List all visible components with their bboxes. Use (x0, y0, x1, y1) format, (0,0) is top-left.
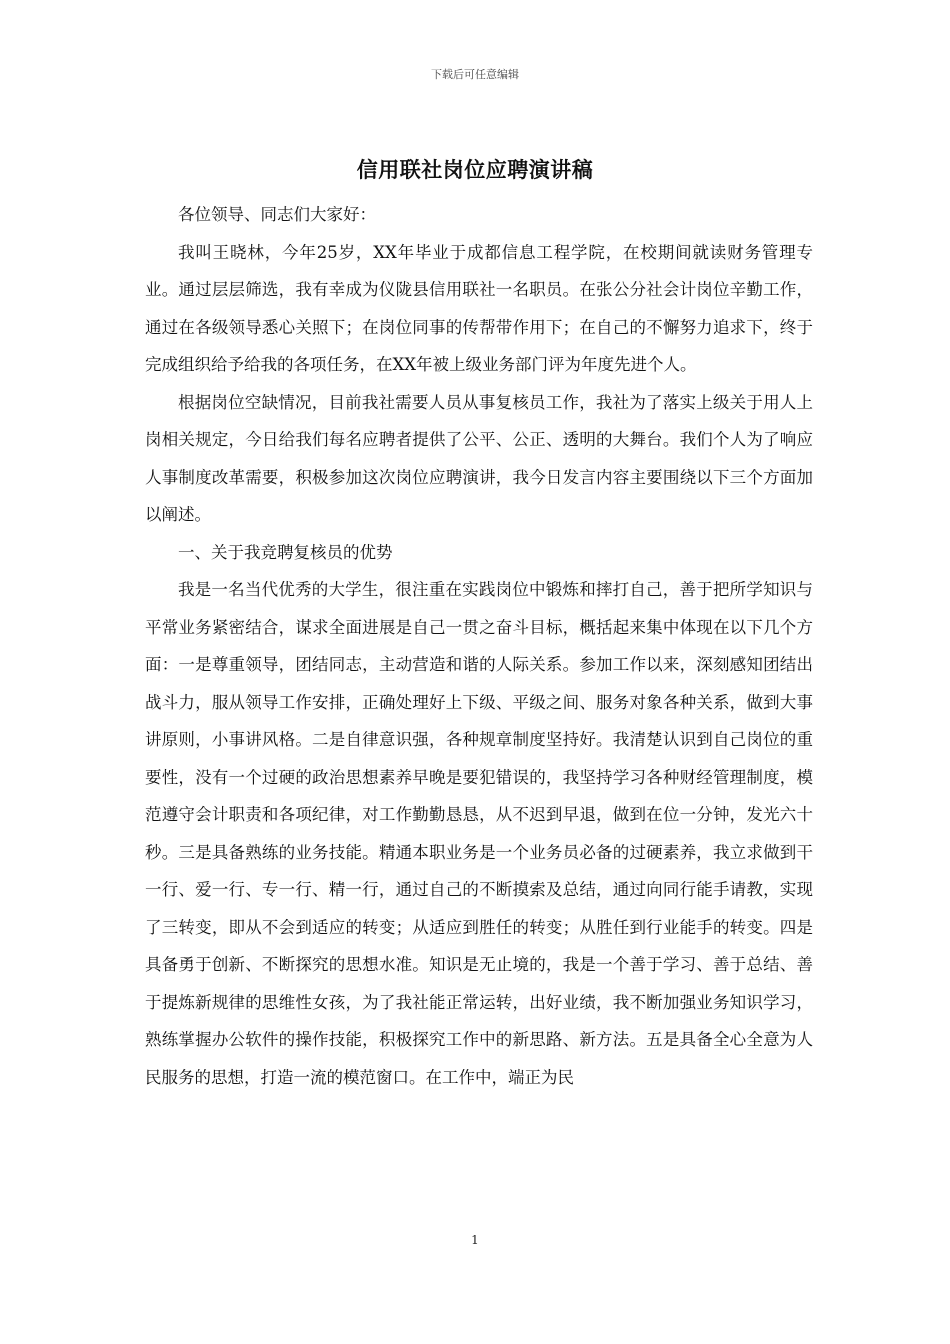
paragraph-introduction: 我叫王晓林，今年25岁，XX年毕业于成都信息工程学院，在校期间就读财务管理专业。通过层层筛选，我有幸成为仪陇县信用联社一名职员。在张公分社会计岗位辛勤工作，通过在各级领导悉心关照下；在岗位同事的传帮带作用下；在自己的不懈努力追求下，终于完成组织给予给我的各项任务，在XX年被上级业务部门评为年度先进个人。 (145, 242, 813, 374)
document-body (145, 196, 813, 1096)
page-header-note: 下载后可任意编辑 (431, 68, 519, 81)
paragraph-greeting: 各位领导、同志们大家好： (178, 205, 376, 224)
page-number: 1 (471, 1233, 479, 1247)
document-title: 信用联社岗位应聘演讲稿 (356, 157, 594, 182)
section-heading-advantages: 一、关于我竞聘复核员的优势 (178, 542, 393, 562)
paragraph-background: 根据岗位空缺情况，目前我社需要人员从事复核员工作，我社为了落实上级关于用人上岗相关规定，今日给我们每名应聘者提供了公平、公正、透明的大舞台。我们个人为了响应人事制度改革需要，积极参加这次岗位应聘演讲，我今日发言内容主要围绕以下三个方面加以阐述。 (145, 392, 813, 524)
paragraph-advantages: 我是一名当代优秀的大学生，很注重在实践岗位中锻炼和摔打自己，善于把所学知识与平常业务紧密结合，谋求全面进展是自己一贯之奋斗目标，概括起来集中体现在以下几个方面：一是尊重领导，团结同志，主动营造和谐的人际关系。参加工作以来，深刻感知团结出战斗力，服从领导工作安排，正确处理好上下级、平级之间、服务对象各种关系，做到大事讲原则，小事讲风格。二是自律意识强，各种规章制度坚持好。我清楚认识到自己岗位的重要性，没有一个过硬的政治思想素养早晚是要犯错误的，我坚持学习各种财经管理制度，模范遵守会计职责和各项纪律，对工作勤勤恳恳，从不迟到早退，做到在位一分钟，发光六十秒。三是具备熟练的业务技能。精通本职业务是一个业务员必备的过硬素养，我立求做到干一行、爱一行、专一行、精一行，通过自己的不断摸索及总结，通过向同行能手请教，实现了三转变，即从不会到适应的转变；从适应到胜任的转变；从胜任到行业能手的转变。四是具备勇于创新、不断探究的思想水准。知识是无止境的，我是一个善于学习、善于总结、善于提炼新规律的思维性女孩，为了我社能正常运转，出好业绩，我不断加强业务知识学习，熟练掌握办公软件的操作技能，积极探究工作中的新思路、新方法。五是具备全心全意为人民服务的思想，打造一流的模范窗口。在工作中，端正为民 (145, 580, 813, 1087)
